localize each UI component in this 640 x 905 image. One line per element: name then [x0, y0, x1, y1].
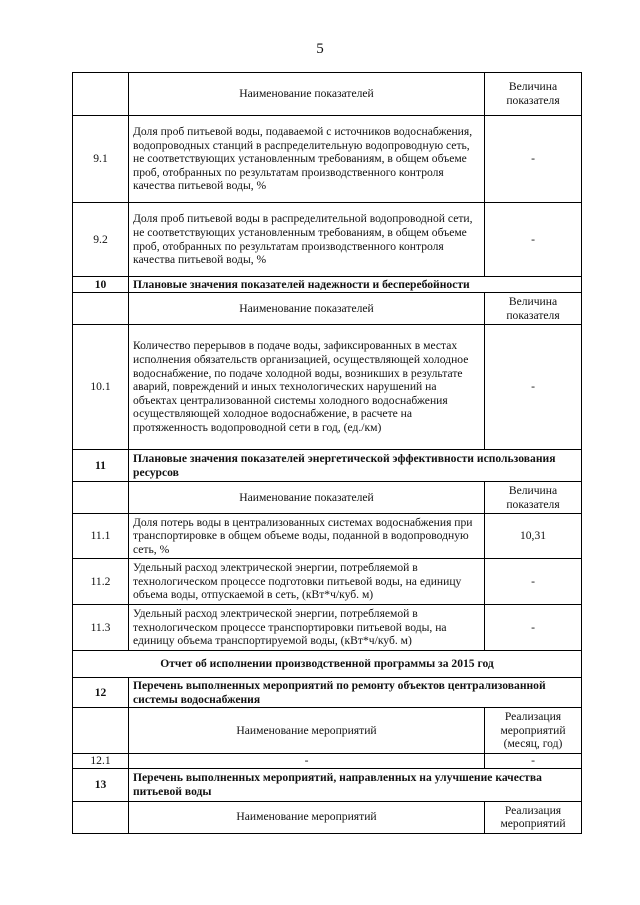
row-text: Удельный расход электрической энергии, потребляемой в технологическом процессе подготовки питьевой воды, на единицу объема воды, отпускаемой в сеть, (кВт*ч/куб. м)	[129, 559, 485, 605]
header-name-cell: Наименование мероприятий	[129, 708, 485, 754]
row-value: -	[485, 325, 582, 450]
header-num-cell	[73, 801, 129, 833]
subheader-row	[73, 801, 582, 833]
row-text: -	[129, 754, 485, 769]
table-row	[73, 325, 582, 450]
table-row	[73, 754, 582, 769]
section-row	[73, 277, 582, 293]
report-title: Отчет об исполнении производственной программы за 2015 год	[73, 651, 582, 678]
section-row	[73, 450, 582, 482]
row-text: Доля проб питьевой воды, подаваемой с источников водоснабжения, водопроводных станций в распределительную водопроводную сеть, не соответствующих установленным требованиям, в общем объеме проб, отобранных по результатам производственного контроля качества питьевой воды, %	[129, 116, 485, 203]
subheader-row	[73, 293, 582, 325]
section-title: Перечень выполненных мероприятий, направленных на улучшение качества питьевой воды	[129, 768, 582, 801]
row-number: 11.3	[73, 605, 129, 651]
section-title: Перечень выполненных мероприятий по ремонту объектов централизованной системы водоснабжения	[129, 678, 582, 708]
row-value: -	[485, 559, 582, 605]
indicators-table	[72, 72, 582, 834]
section-number: 12	[73, 678, 129, 708]
subheader-row	[73, 482, 582, 514]
header-name-cell: Наименование показателей	[129, 482, 485, 514]
header-num-cell	[73, 708, 129, 754]
section-number: 13	[73, 768, 129, 801]
table-row	[73, 605, 582, 651]
subheader-row	[73, 708, 582, 754]
header-name-cell: Наименование мероприятий	[129, 801, 485, 833]
table-row	[73, 514, 582, 559]
table-row	[73, 116, 582, 203]
header-value-cell: Величина показателя	[485, 482, 582, 514]
page-number: 5	[316, 41, 324, 57]
header-num-cell	[73, 293, 129, 325]
section-title: Плановые значения показателей надежности и бесперебойности	[129, 277, 582, 293]
row-number: 11.1	[73, 514, 129, 559]
table-row	[73, 559, 582, 605]
row-text: Доля потерь воды в централизованных системах водоснабжения при транспортировке в общем объеме воды, поданной в водопроводную сеть, %	[129, 514, 485, 559]
row-text: Удельный расход электрической энергии, потребляемой в технологическом процессе транспортировки питьевой воды, на единицу объема транспортируемой воды, (кВт*ч/куб. м)	[129, 605, 485, 651]
header-num-cell	[73, 73, 129, 116]
row-number: 9.2	[73, 203, 129, 277]
row-number: 12.1	[73, 754, 129, 769]
section-row	[73, 768, 582, 801]
header-value-cell: Величина показателя	[485, 73, 582, 116]
table-header-row	[73, 73, 582, 116]
row-number: 10.1	[73, 325, 129, 450]
row-value: -	[485, 754, 582, 769]
header-value-cell: Реализация мероприятий	[485, 801, 582, 833]
row-value: 10,31	[485, 514, 582, 559]
row-value: -	[485, 605, 582, 651]
header-num-cell	[73, 482, 129, 514]
section-row	[73, 678, 582, 708]
row-number: 9.1	[73, 116, 129, 203]
row-number: 11.2	[73, 559, 129, 605]
row-value: -	[485, 203, 582, 277]
row-text: Доля проб питьевой воды в распределительной водопроводной сети, не соответствующих установленным требованиям, в общем объеме проб, отобранных по результатам производственного контроля качества питьевой воды, %	[129, 203, 485, 277]
header-name-cell: Наименование показателей	[129, 293, 485, 325]
section-number: 11	[73, 450, 129, 482]
section-number: 10	[73, 277, 129, 293]
header-name-cell: Наименование показателей	[129, 73, 485, 116]
report-row	[73, 651, 582, 678]
row-value: -	[485, 116, 582, 203]
row-text: Количество перерывов в подаче воды, зафиксированных в местах исполнения обязательств организацией, осуществляющей холодное водоснабжение, по подаче холодной воды, возникших в результате аварий, повреждений и иных технологических нарушений на объектах централизованной системы холодного водоснабжения осуществляющей холодное водоснабжение, в расчете на протяженность водопроводной сети в год, (ед./км)	[129, 325, 485, 450]
header-value-cell: Реализация мероприятий (месяц, год)	[485, 708, 582, 754]
section-title: Плановые значения показателей энергетической эффективности использования ресурсов	[129, 450, 582, 482]
header-value-cell: Величина показателя	[485, 293, 582, 325]
table-row	[73, 203, 582, 277]
